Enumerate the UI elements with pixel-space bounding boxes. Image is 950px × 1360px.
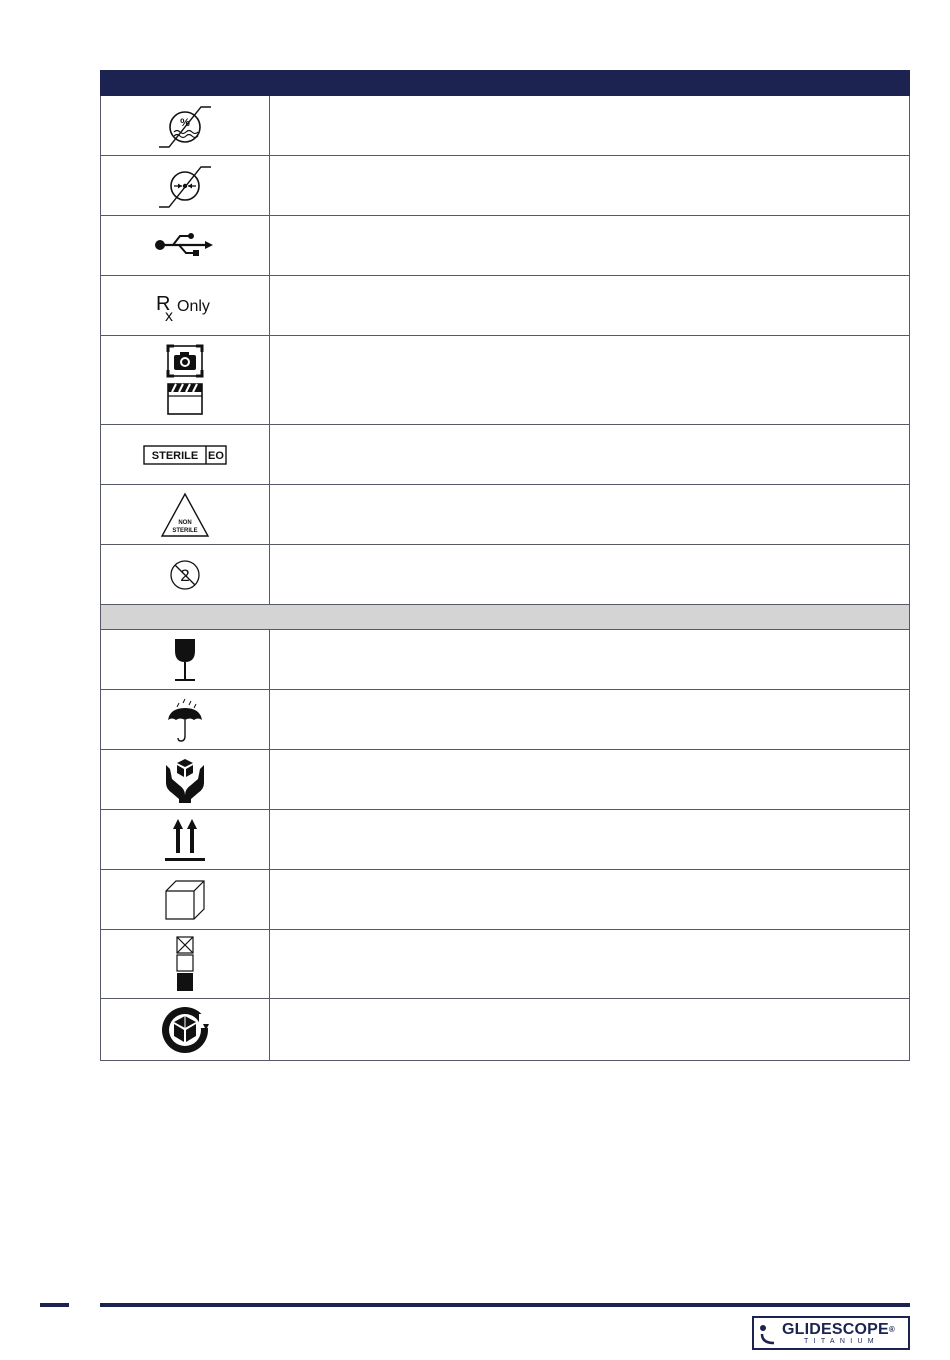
description-cell [270,485,910,545]
symbol-cell [101,999,270,1061]
description-cell [270,630,910,690]
symbol-cell [101,810,270,870]
do-not-reuse-icon [167,557,203,593]
logo-brand [782,1321,895,1338]
description-cell [270,545,910,605]
rx-r-text: R [156,292,171,315]
page-number-rule [40,1303,69,1307]
table-row [101,930,910,999]
atmospheric-pressure-limitation-icon [155,161,215,211]
description-cell [270,276,910,336]
symbol-cell [101,216,270,276]
symbol-cell [101,870,270,930]
logo-swoosh-icon [758,1322,782,1346]
symbols-table [100,70,910,1061]
description-cell [270,870,910,930]
non-text: NON [178,519,192,526]
symbol-cell [101,930,270,999]
symbol-cell [101,336,270,425]
description-cell [270,216,910,276]
symbol-cell [101,96,270,156]
symbol-cell [101,630,270,690]
recyclable-packaging-icon [159,1004,211,1056]
table-row [101,276,910,336]
table-row [101,425,910,485]
this-way-up-icon [163,815,207,865]
symbol-cell [101,750,270,810]
symbol-cell [101,425,270,485]
footer-rule [100,1303,910,1307]
description-cell [270,156,910,216]
table-row [101,216,910,276]
description-cell [270,690,910,750]
rx-x-text: x [165,307,173,324]
logo-subtitle: TITANIUM [804,1338,879,1345]
do-not-reuse-2-text: 2 [180,565,190,585]
description-cell [270,425,910,485]
sterile-text: STERILE [151,449,199,462]
symbol-cell [101,690,270,750]
keep-dry-icon [163,696,207,744]
logo-registered-mark: ® [888,1325,896,1334]
symbol-cell [101,545,270,605]
table-row [101,545,910,605]
table-row [101,96,910,156]
table-row [101,999,910,1061]
description-column-header [270,71,910,96]
symbol-cell [101,485,270,545]
table-row [101,690,910,750]
handle-with-care-icon [160,755,210,805]
usb-icon [153,231,217,261]
eo-text: EO [208,449,224,462]
sterile-small-text: STERILE [172,527,198,534]
table-row [101,810,910,870]
stacking-limit-icon [170,934,200,994]
table-row [101,750,910,810]
table-row [101,870,910,930]
table-row [101,485,910,545]
logo-brand-text: GLIDESCOPE [782,1321,889,1338]
glidescope-logo [752,1316,910,1350]
symbol-column-header [101,71,270,96]
description-cell [270,810,910,870]
rx-only-icon [150,288,220,324]
table-row [101,630,910,690]
sterile-eo-icon [143,444,227,466]
description-cell [270,96,910,156]
section-header-row [101,605,910,630]
table-row [101,336,910,425]
section-header-label [101,605,910,630]
humidity-limitation-icon [155,101,215,151]
description-cell [270,930,910,999]
rx-only-text: Only [177,297,210,315]
package-box-icon [160,875,210,925]
fragile-icon [165,635,205,685]
non-sterile-icon [159,491,211,539]
table-row [101,156,910,216]
description-cell [270,750,910,810]
photo-video-capture-icon [163,340,207,420]
symbol-cell [101,276,270,336]
table-header-row [101,71,910,96]
description-cell [270,999,910,1061]
description-cell [270,336,910,425]
symbol-cell [101,156,270,216]
svg-text:%: % [180,116,190,129]
